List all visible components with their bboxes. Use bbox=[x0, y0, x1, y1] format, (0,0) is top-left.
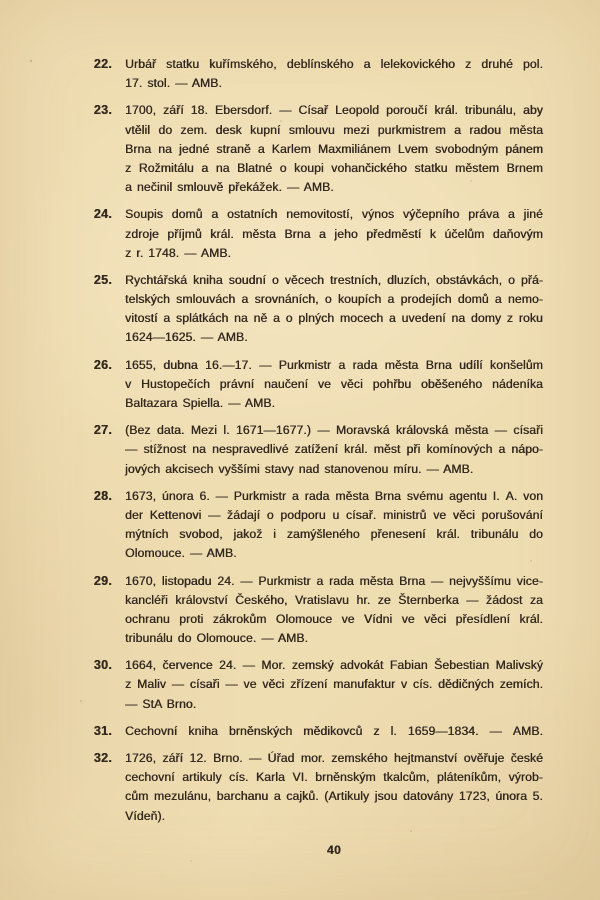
text-line: telských smlouvách a srovnáních, o koupích a prodejích domů a nemo- bbox=[125, 292, 543, 307]
entry-body bbox=[125, 356, 543, 414]
text-line: 1664, července 24. — Mor. zemský advokát Fabian Šebestian Malivský bbox=[125, 658, 543, 673]
entry-body bbox=[125, 572, 543, 649]
text-line: 1670, listopadu 24. — Purkmistr a rada města Brna — nejvyššímu vice- bbox=[125, 573, 543, 588]
text-line: vtělil do zem. desk kupní smlouvu mezi purkmistrem a radou města bbox=[125, 122, 543, 137]
entry-list bbox=[0, 55, 600, 834]
entry-body bbox=[125, 656, 543, 714]
entry-body bbox=[125, 205, 543, 263]
text-line: vitostí a splátkách na ně a o plných mocech a uvedení na domy z roku bbox=[125, 311, 543, 326]
text-line: 1726, září 12. Brno. — Úřad mor. zemského hejtmanství ověřuje české bbox=[125, 751, 543, 766]
entry-number: 29. bbox=[93, 573, 112, 588]
entry bbox=[0, 101, 600, 197]
text-line: z Maliv — císaři — ve věci zřízení manufaktur v cís. dědičných zemích. bbox=[125, 677, 543, 692]
entry-body bbox=[125, 487, 543, 564]
text-line: — stížnost na nespravedlivé zatížení král. měst při komínových a nápo- bbox=[125, 442, 543, 457]
text-line: kancléři království Českého, Vratislavu hr. ze Šternberka — žádost za bbox=[125, 592, 543, 607]
entry-number: 23. bbox=[93, 103, 112, 118]
entry-number: 25. bbox=[93, 272, 112, 287]
text-line: 1655, dubna 16.—17. — Purkmistr a rada města Brna udílí konšelům bbox=[125, 357, 543, 372]
entry bbox=[0, 572, 600, 649]
text-line: Cechovní kniha brněnských mědikovců z l. 1659—1834. — AMB. bbox=[125, 723, 543, 738]
text-line: Urbář statku kuřímského, deblínského a lelekovického z druhé pol. bbox=[125, 57, 543, 71]
text-line: cechovní artikuly cís. Karla VI. brněnským tkalcům, pláteníkům, výrob- bbox=[125, 770, 543, 785]
text-line: Baltazara Spiella. — AMB. bbox=[125, 396, 275, 410]
text-line: Olomouce. — AMB. bbox=[125, 546, 237, 561]
entry-number: 22. bbox=[93, 57, 112, 71]
entry bbox=[0, 271, 600, 348]
text-line: 1700, září 18. Ebersdorf. — Císař Leopold poroučí král. tribunálu, aby bbox=[125, 103, 543, 118]
entry-number: 32. bbox=[93, 751, 112, 766]
page-number: 40 bbox=[326, 843, 342, 857]
entry bbox=[0, 55, 600, 93]
text-line: v Hustopečích právní naučení ve věci pohřbu oběšeného nádeníka bbox=[125, 376, 543, 391]
text-line: 1624—1625. — AMB. bbox=[125, 330, 248, 345]
text-line: a nečinil smlouvě překážek. — AMB. bbox=[125, 180, 334, 195]
entry bbox=[0, 656, 600, 714]
text-line: mýtních svobod, jakož i zamýšleného přenesení král. tribunálu do bbox=[125, 527, 543, 542]
entry-body bbox=[125, 722, 543, 741]
text-line: Rychtářská kniha soudní o věcech trestních, dluzích, obstávkách, o přá- bbox=[125, 272, 543, 287]
entry bbox=[0, 722, 600, 741]
text-line: Soupis domů a ostatních nemovitostí, výnos výčepního práva a jiné bbox=[125, 207, 543, 222]
entry bbox=[0, 205, 600, 263]
text-line: z Rožmitálu a na Blatné o koupi vohančického statku městem Brnem bbox=[125, 160, 543, 175]
entry-number: 31. bbox=[93, 723, 112, 738]
entry bbox=[0, 749, 600, 826]
entry-body bbox=[125, 749, 543, 826]
entry bbox=[0, 356, 600, 414]
entry bbox=[0, 421, 600, 479]
entry-number: 27. bbox=[93, 423, 112, 438]
text-line: der Kettenovi — žádají o podporu u císař. ministrů ve věci porušování bbox=[125, 507, 543, 522]
text-line: jových akcisech vyššími stavy nad stanovenou míru. — AMB. bbox=[125, 461, 474, 476]
text-line: 17. stol. — AMB. bbox=[125, 76, 222, 91]
text-line: Brna na jedné straně a Karlem Maxmiliánem Lvem svobodným pánem bbox=[125, 141, 543, 156]
text-line: — StA Brno. bbox=[125, 696, 197, 711]
entry-body bbox=[125, 55, 543, 93]
entry-number: 30. bbox=[93, 658, 112, 673]
text-line: (Bez data. Mezi l. 1671—1677.) — Moravská královská města — císaři bbox=[125, 423, 543, 438]
entry bbox=[0, 487, 600, 564]
entry-body bbox=[125, 101, 543, 197]
entry-number: 24. bbox=[93, 207, 112, 222]
text-line: Vídeň). bbox=[125, 808, 165, 823]
entry-body bbox=[125, 271, 543, 348]
entry-number: 28. bbox=[93, 488, 112, 503]
entry-body bbox=[125, 421, 543, 479]
text-line: cům mezulánu, barchanu a cajků. (Artikuly jsou datovány 1723, února 5. bbox=[125, 789, 543, 804]
text-line: 1673, února 6. — Purkmistr a rada města Brna svému agentu I. A. von bbox=[125, 488, 543, 503]
entry-number: 26. bbox=[93, 357, 112, 372]
text-line: tribunálu do Olomouce. — AMB. bbox=[125, 631, 308, 646]
text-line: zdroje příjmů král. města Brna a jeho předměstí k účelům daňovým bbox=[125, 226, 543, 241]
text-line: z r. 1748. — AMB. bbox=[125, 245, 231, 260]
text-line: ochranu proti zákrokům Olomouce ve Vídni ve věci přesídlení král. bbox=[125, 611, 543, 626]
